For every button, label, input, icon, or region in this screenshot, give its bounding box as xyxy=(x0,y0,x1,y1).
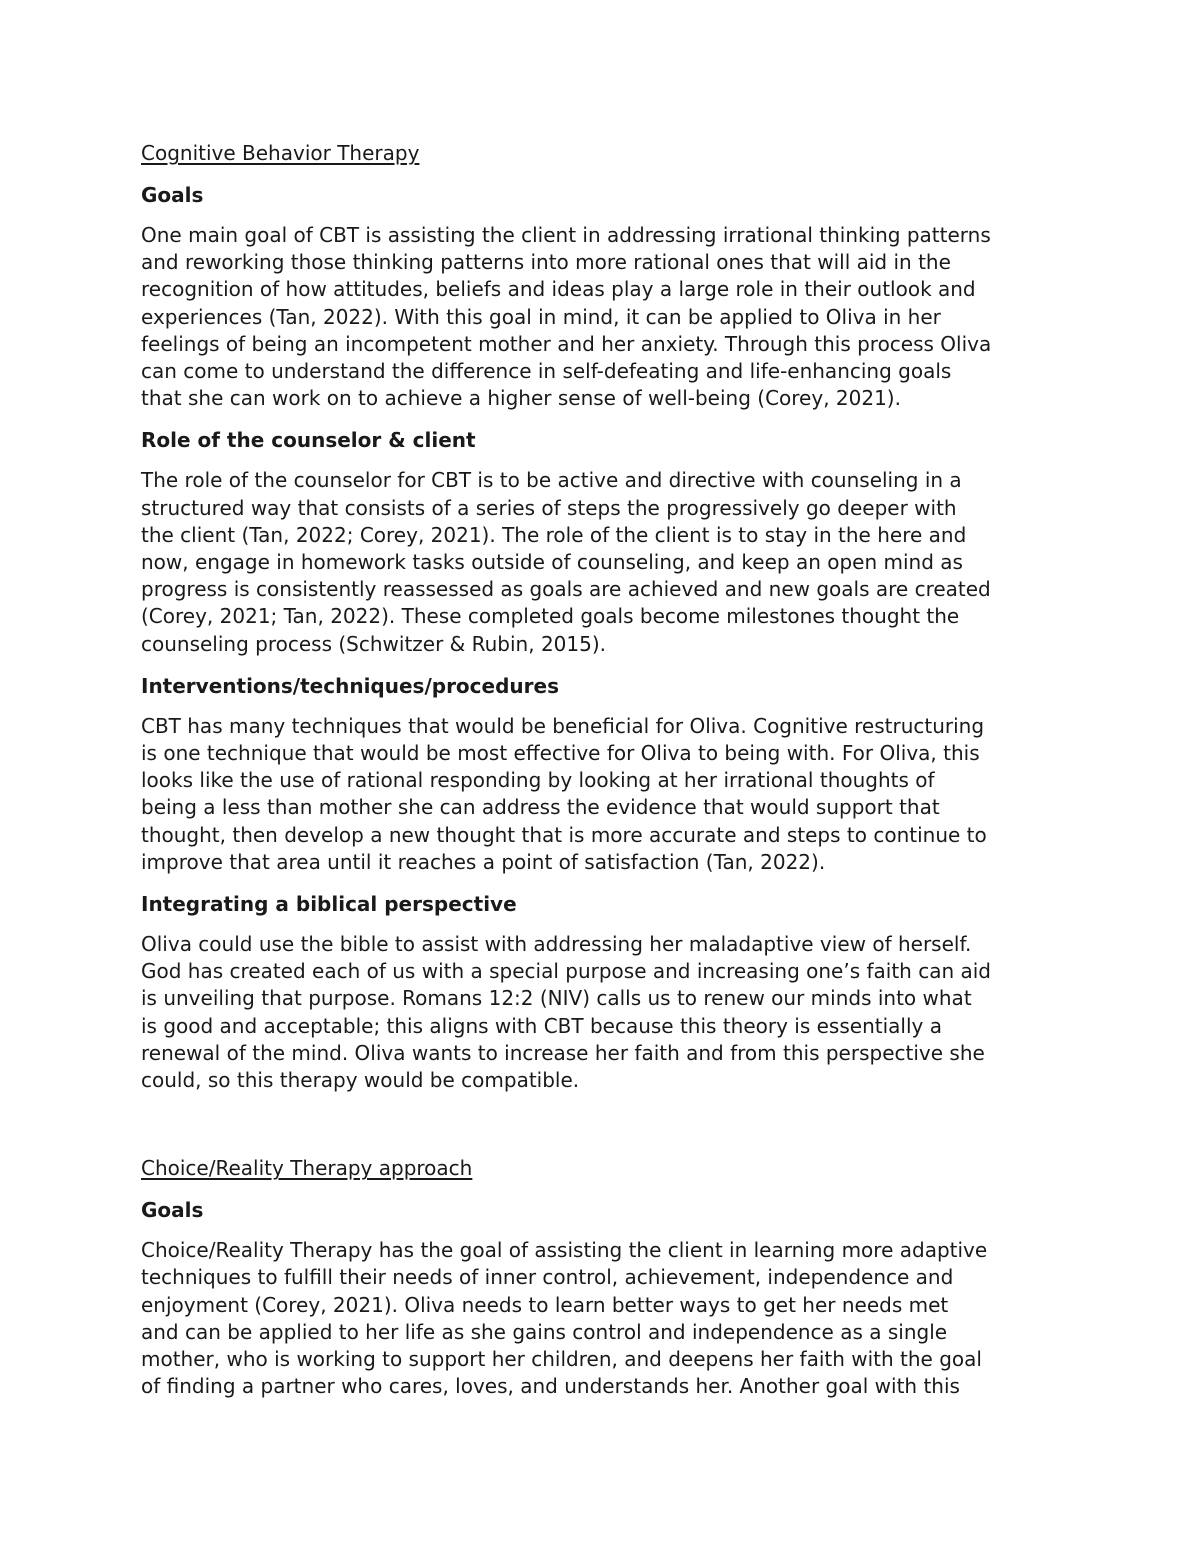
cbt-biblical-paragraph: Oliva could use the bible to assist with addressing her maladaptive view of herself. God has created each of us with a special purpose and increasing one’s faith can aid is unveiling that purpose. Romans 12:2 (NIV) calls us to renew our minds into what is good and acceptable; this aligns with CBT because this theory is essentially a renewal of the mind. Oliva wants to increase her faith and from this perspective she could, so this therapy would be compatible. xyxy=(141,932,991,1093)
cbt-role-heading: Role of the counselor & client xyxy=(141,428,476,453)
cbt-role-paragraph: The role of the counselor for CBT is to be active and directive with counseling in a structured way that consists of a series of steps the progressively go deeper with the client (Tan, 2022; Corey, 2021). The role of the client is to stay in the here and now, engage in homework tasks outside of counseling, and keep an open mind as progress is consistently reassessed as goals are achieved and new goals are created (Corey, 2021; Tan, 2022). These completed goals become milestones thought the counseling process (Schwitzer & Rubin, 2015). xyxy=(141,468,991,656)
section-spacer xyxy=(141,1107,1066,1153)
cbt-interventions-heading: Interventions/techniques/procedures xyxy=(141,673,559,698)
cbt-biblical-heading: Integrating a biblical perspective xyxy=(141,892,517,917)
cbt-goals-paragraph: One main goal of CBT is assisting the client in addressing irrational thinking patterns and reworking those thinking patterns into more rational ones that will aid in the recognition of how attitudes, beliefs and ideas play a large role in their outlook and experiences (Tan, 2022). With this goal in mind, it can be applied to Oliva in her feelings of being an incompetent mother and her anxiety. Through this process Oliva can come to understand the difference in self-defeating and life-enhancing goals that she can work on to achieve a higher sense of well-being (Corey, 2021). xyxy=(141,223,992,411)
cbt-goals-heading: Goals xyxy=(141,183,204,207)
choice-goals-heading: Goals xyxy=(141,1198,204,1223)
choice-goals-paragraph: Choice/Reality Therapy has the goal of assisting the client in learning more adaptive techniques to fulfill their needs of inner control, achievement, independence and enjoyment (Corey, 2021). Oliva needs to learn better ways to get her needs met and can be applied to her life as she gains control and independence as a single mother, who is working to support her children, and deepens her faith with the goal of finding a partner who cares, loves, and understands her. Another goal with this xyxy=(141,1238,988,1399)
document-page xyxy=(141,138,1066,1414)
section-title-choice-reality: Choice/Reality Therapy approach xyxy=(141,1156,473,1181)
cbt-interventions-paragraph: CBT has many techniques that would be beneficial for Oliva. Cognitive restructuring is one technique that would be most effective for Oliva to being with. For Oliva, this looks like the use of rational responding by looking at her irrational thoughts of being a less than mother she can address the evidence that would support that thought, then develop a new thought that is more accurate and steps to continue to improve that area until it reaches a point of satisfaction (Tan, 2022). xyxy=(141,713,987,874)
section-title-cbt: Cognitive Behavior Therapy xyxy=(141,141,420,165)
